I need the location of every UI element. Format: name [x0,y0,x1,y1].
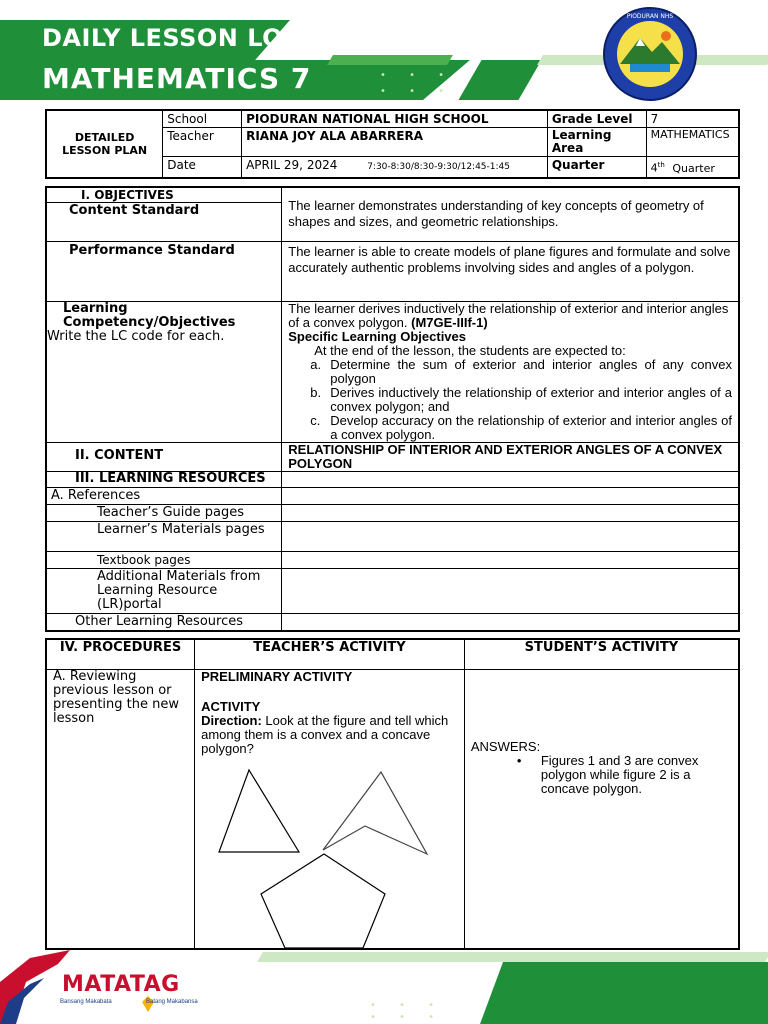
quarter-number: 4 [650,161,658,175]
footer-dots: • • • [370,1012,445,1023]
footer-green-band [480,962,768,1024]
competency-note: Write the LC code for each. [47,328,225,344]
student-activity-cell [464,669,739,949]
empty-cell [282,487,739,504]
figure-1-triangle [219,770,299,852]
quarter-cell [646,157,739,178]
content-standard-text: The learner demonstrates understanding of key concepts of geometry of shapes and sizes, and geometric relationships. [282,187,739,241]
list-item [310,414,732,442]
competency-text: The learner derives inductively the relationship of exterior and interior angles of a convex polygon. [288,300,729,330]
answers-list [517,754,732,796]
list-marker: c. [310,412,321,428]
learners-materials-label: Learner’s Materials pages [46,521,282,551]
teacher-value: RIANA JOY ALA ABARRERA [242,128,548,157]
empty-cell [282,504,739,521]
svg-text:PIODURAN NHS: PIODURAN NHS [626,13,674,20]
grade-label: Grade Level [547,110,646,128]
figure-2-concave-arrow [323,772,427,854]
page-header [0,0,768,105]
objectives-table [45,186,740,632]
date-label: Date [163,157,242,178]
list-marker: b. [310,384,322,400]
polygon-figures [201,764,431,948]
empty-cell [282,568,739,613]
content-value: RELATIONSHIP OF INTERIOR AND EXTERIOR ANGLES OF A CONVEX POLYGON [282,442,739,471]
matatag-logo-text: MATATAG [62,972,180,997]
header-dots: • • • [380,70,455,81]
competency-label: Learning Competency/Objectives [63,300,236,330]
answer-text: Figures 1 and 3 are convex polygon while figure 2 is a concave polygon. [540,752,699,796]
teacher-activity-cell [195,669,465,949]
teachers-guide-label: Teacher’s Guide pages [46,504,282,521]
header-title-subject: MATHEMATICS 7 [42,62,312,95]
objectives-label-cell [46,187,282,241]
lesson-info-table [45,109,740,179]
empty-cell [282,521,739,551]
logo-tagline-left: Bansang Makabata [60,999,112,1005]
teacher-label: Teacher [163,128,242,157]
header-title-daily-lesson-log: DAILY LESSON LOG [42,24,304,52]
specific-objectives-heading: Specific Learning Objectives [288,328,466,344]
textbook-label: Textbook pages [46,551,282,568]
quarter-word: Quarter [672,161,715,175]
page-footer [0,942,768,1024]
students-activity-header: STUDENT’S ACTIVITY [464,639,739,669]
list-item [310,358,732,386]
list-item-text: Derives inductively the relationship of exterior and interior angles of a convex polygon; and [330,384,732,414]
specific-objectives-intro: At the end of the lesson, the students are expected to: [314,342,626,358]
figure-3-pentagon [261,854,385,948]
teachers-activity-header: TEACHER’S ACTIVITY [195,639,465,669]
direction-text [201,714,458,756]
header-stripe [458,60,541,100]
procedures-table [45,638,740,950]
list-item-text: Determine the sum of exterior and interior angles of any convex polygon [330,356,732,386]
performance-standard-text: The learner is able to create models of plane figures and formulate and solve accurately authentic problems involving sides and angles of a polygon. [282,241,739,301]
empty-cell [282,613,739,631]
list-item [517,754,732,796]
header-stripe [327,55,453,65]
empty-cell [282,551,739,568]
step-a-label: A. Reviewing previous lesson or presenting the new lesson [46,669,195,949]
lesson-plan-type: DETAILED LESSON PLAN [46,110,163,178]
school-value: PIODURAN NATIONAL HIGH SCHOOL [242,110,548,128]
time-value: 7:30-8:30/8:30-9:30/12:45-1:45 [367,162,510,172]
quarter-suffix: th [657,161,665,169]
competency-code: (M7GE-IIIf-1) [411,314,488,330]
grade-value: 7 [646,110,739,128]
procedures-header: IV. PROCEDURES [46,639,195,669]
area-value: MATHEMATICS [646,128,739,157]
additional-materials-label: Additional Materials from Learning Resource (LR)portal [46,568,282,613]
bullet-icon: • [516,752,522,768]
school-seal-logo [600,6,700,102]
performance-standard-label: Performance Standard [46,241,282,301]
preliminary-activity-heading: PRELIMINARY ACTIVITY [201,668,353,684]
logo-tagline-right: Batang Makabansa [146,999,198,1005]
footer-dots: • • • [370,1000,445,1011]
quarter-label: Quarter [547,157,646,178]
area-label: Learning Area [547,128,646,157]
direction-body: Look at the figure and tell which among them is a convex and a concave polygon? [201,712,449,756]
date-value: APRIL 29, 2024 [246,158,338,172]
date-cell [242,157,548,178]
other-resources-label: Other Learning Resources [46,613,282,631]
learning-resources-heading: III. LEARNING RESOURCES [46,471,282,487]
header-dots: • • • [380,86,455,97]
content-standard-label: Content Standard [69,203,200,218]
competency-text-cell [282,301,739,442]
list-marker: a. [310,356,322,372]
specific-objectives-list [310,358,732,442]
answers-label: ANSWERS: [470,738,541,754]
direction-label: Direction: [201,712,262,728]
competency-statement [288,302,732,330]
list-item [310,386,732,414]
list-item-text: Develop accuracy on the relationship of exterior and interior angles of a convex polygon. [330,412,732,442]
activity-heading: ACTIVITY [201,698,261,714]
competency-label-cell [46,301,282,442]
footer-light-band [257,952,768,962]
content-label: II. CONTENT [46,442,282,471]
objectives-heading: I. OBJECTIVES [47,188,281,203]
references-label: A. References [46,487,282,504]
empty-cell [282,471,739,487]
school-label: School [163,110,242,128]
